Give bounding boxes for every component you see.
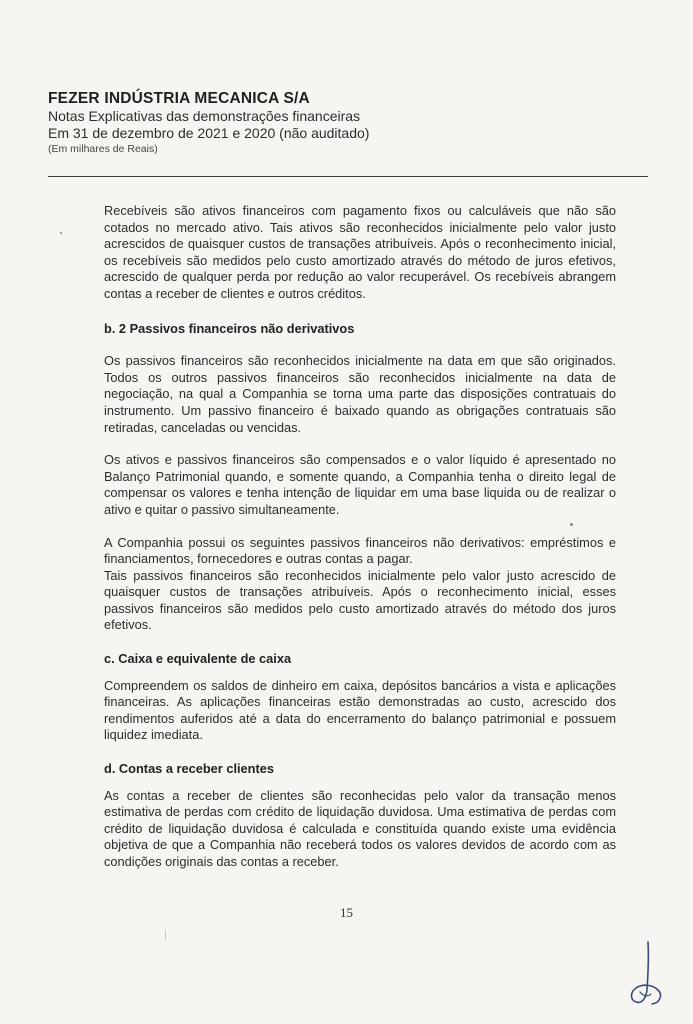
paragraph-offsetting: Os ativos e passivos financeiros são compensados e o valor líquido é apresentado no Balanço Patrimonial quando, e somente quando, a Companhia tenha o direito legal de compensar os valores e tenha intenção de liquidar em uma base liquida ou de realizar o ativo e quitar o passivo simultaneamente. — [104, 452, 616, 517]
header-subtitle-notes: Notas Explicativas das demonstrações financeiras — [48, 108, 361, 124]
section-heading-b2: b. 2 Passivos financeiros não derivativos — [104, 320, 355, 336]
company-name: FEZER INDÚSTRIA MECANICA S/A — [48, 90, 310, 107]
scan-mark — [165, 930, 166, 940]
handwritten-initial-icon — [618, 940, 678, 1010]
paragraph-liabilities-measurement: Tais passivos financeiros são reconhecidos inicialmente pelo valor justo acrescido de quaisquer custos de transações atribuíveis. Após o reconhecimento inicial, esses passivos financeiros são medidos pelo custo amortizado através do método dos juros efetivos. — [104, 567, 616, 633]
scan-speck — [570, 523, 573, 526]
paragraph-liabilities-list: A Companhia possui os seguintes passivos financeiros não derivativos: empréstimos e financiamentos, fornecedores e outras contas a pagar. — [104, 534, 616, 567]
paragraph-cash: Compreendem os saldos de dinheiro em caixa, depósitos bancários a vista e aplicações financeiras. As aplicações financeiras estão demonstradas ao custo, acrescido dos rendimentos auferidos até a data do encerramento do balanço patrimonial e possuem liquidez imediata. — [104, 677, 616, 743]
section-heading-c: c. Caixa e equivalente de caixa — [104, 651, 292, 667]
header-units: (Em milhares de Reais) — [48, 143, 158, 155]
scan-speck — [60, 232, 62, 234]
header-subtitle-date: Em 31 de dezembro de 2021 e 2020 (não auditado) — [48, 125, 370, 141]
page-number: 15 — [340, 905, 353, 920]
paragraph-receivables: Recebíveis são ativos financeiros com pagamento fixos ou calculáveis que não são cotados no mercado ativo. Tais ativos são reconhecidos inicialmente pelo valor justo acrescidos de quaisquer custos de transações atribuíveis. Após o reconhecimento inicial, os recebíveis são medidos pelo custo amortizado através do método de juros efetivos, acrescido de qualquer perda por redução ao valor recuperável. Os recebíveis abrangem contas a receber de clientes e outros créditos. — [104, 203, 616, 301]
document-header — [48, 90, 648, 156]
paragraph-financial-liabilities: Os passivos financeiros são reconhecidos inicialmente na data em que são originados. Todos os outros passivos financeiros são reconhecidos inicialmente na data de negociação, na qual a Companhia se torna uma parte das disposições contratuais do instrumento. Um passivo financeiro é baixado quando as obrigações contratuais são retiradas, canceladas ou vencidas. — [104, 353, 616, 435]
section-heading-d: d. Contas a receber clientes — [104, 761, 274, 777]
document-body — [104, 203, 616, 871]
header-divider — [48, 176, 648, 177]
paragraph-accounts-receivable: As contas a receber de clientes são reconhecidas pelo valor da transação menos estimativa de perdas com crédito de liquidação duvidosa. Uma estimativa de perdas com crédito de liquidação duvidosa é calculada e constituída quando existe uma evidência objetiva de que a Companhia não receberá todos os valores devidos de acordo com as condições originais das contas a receber. — [104, 787, 616, 869]
